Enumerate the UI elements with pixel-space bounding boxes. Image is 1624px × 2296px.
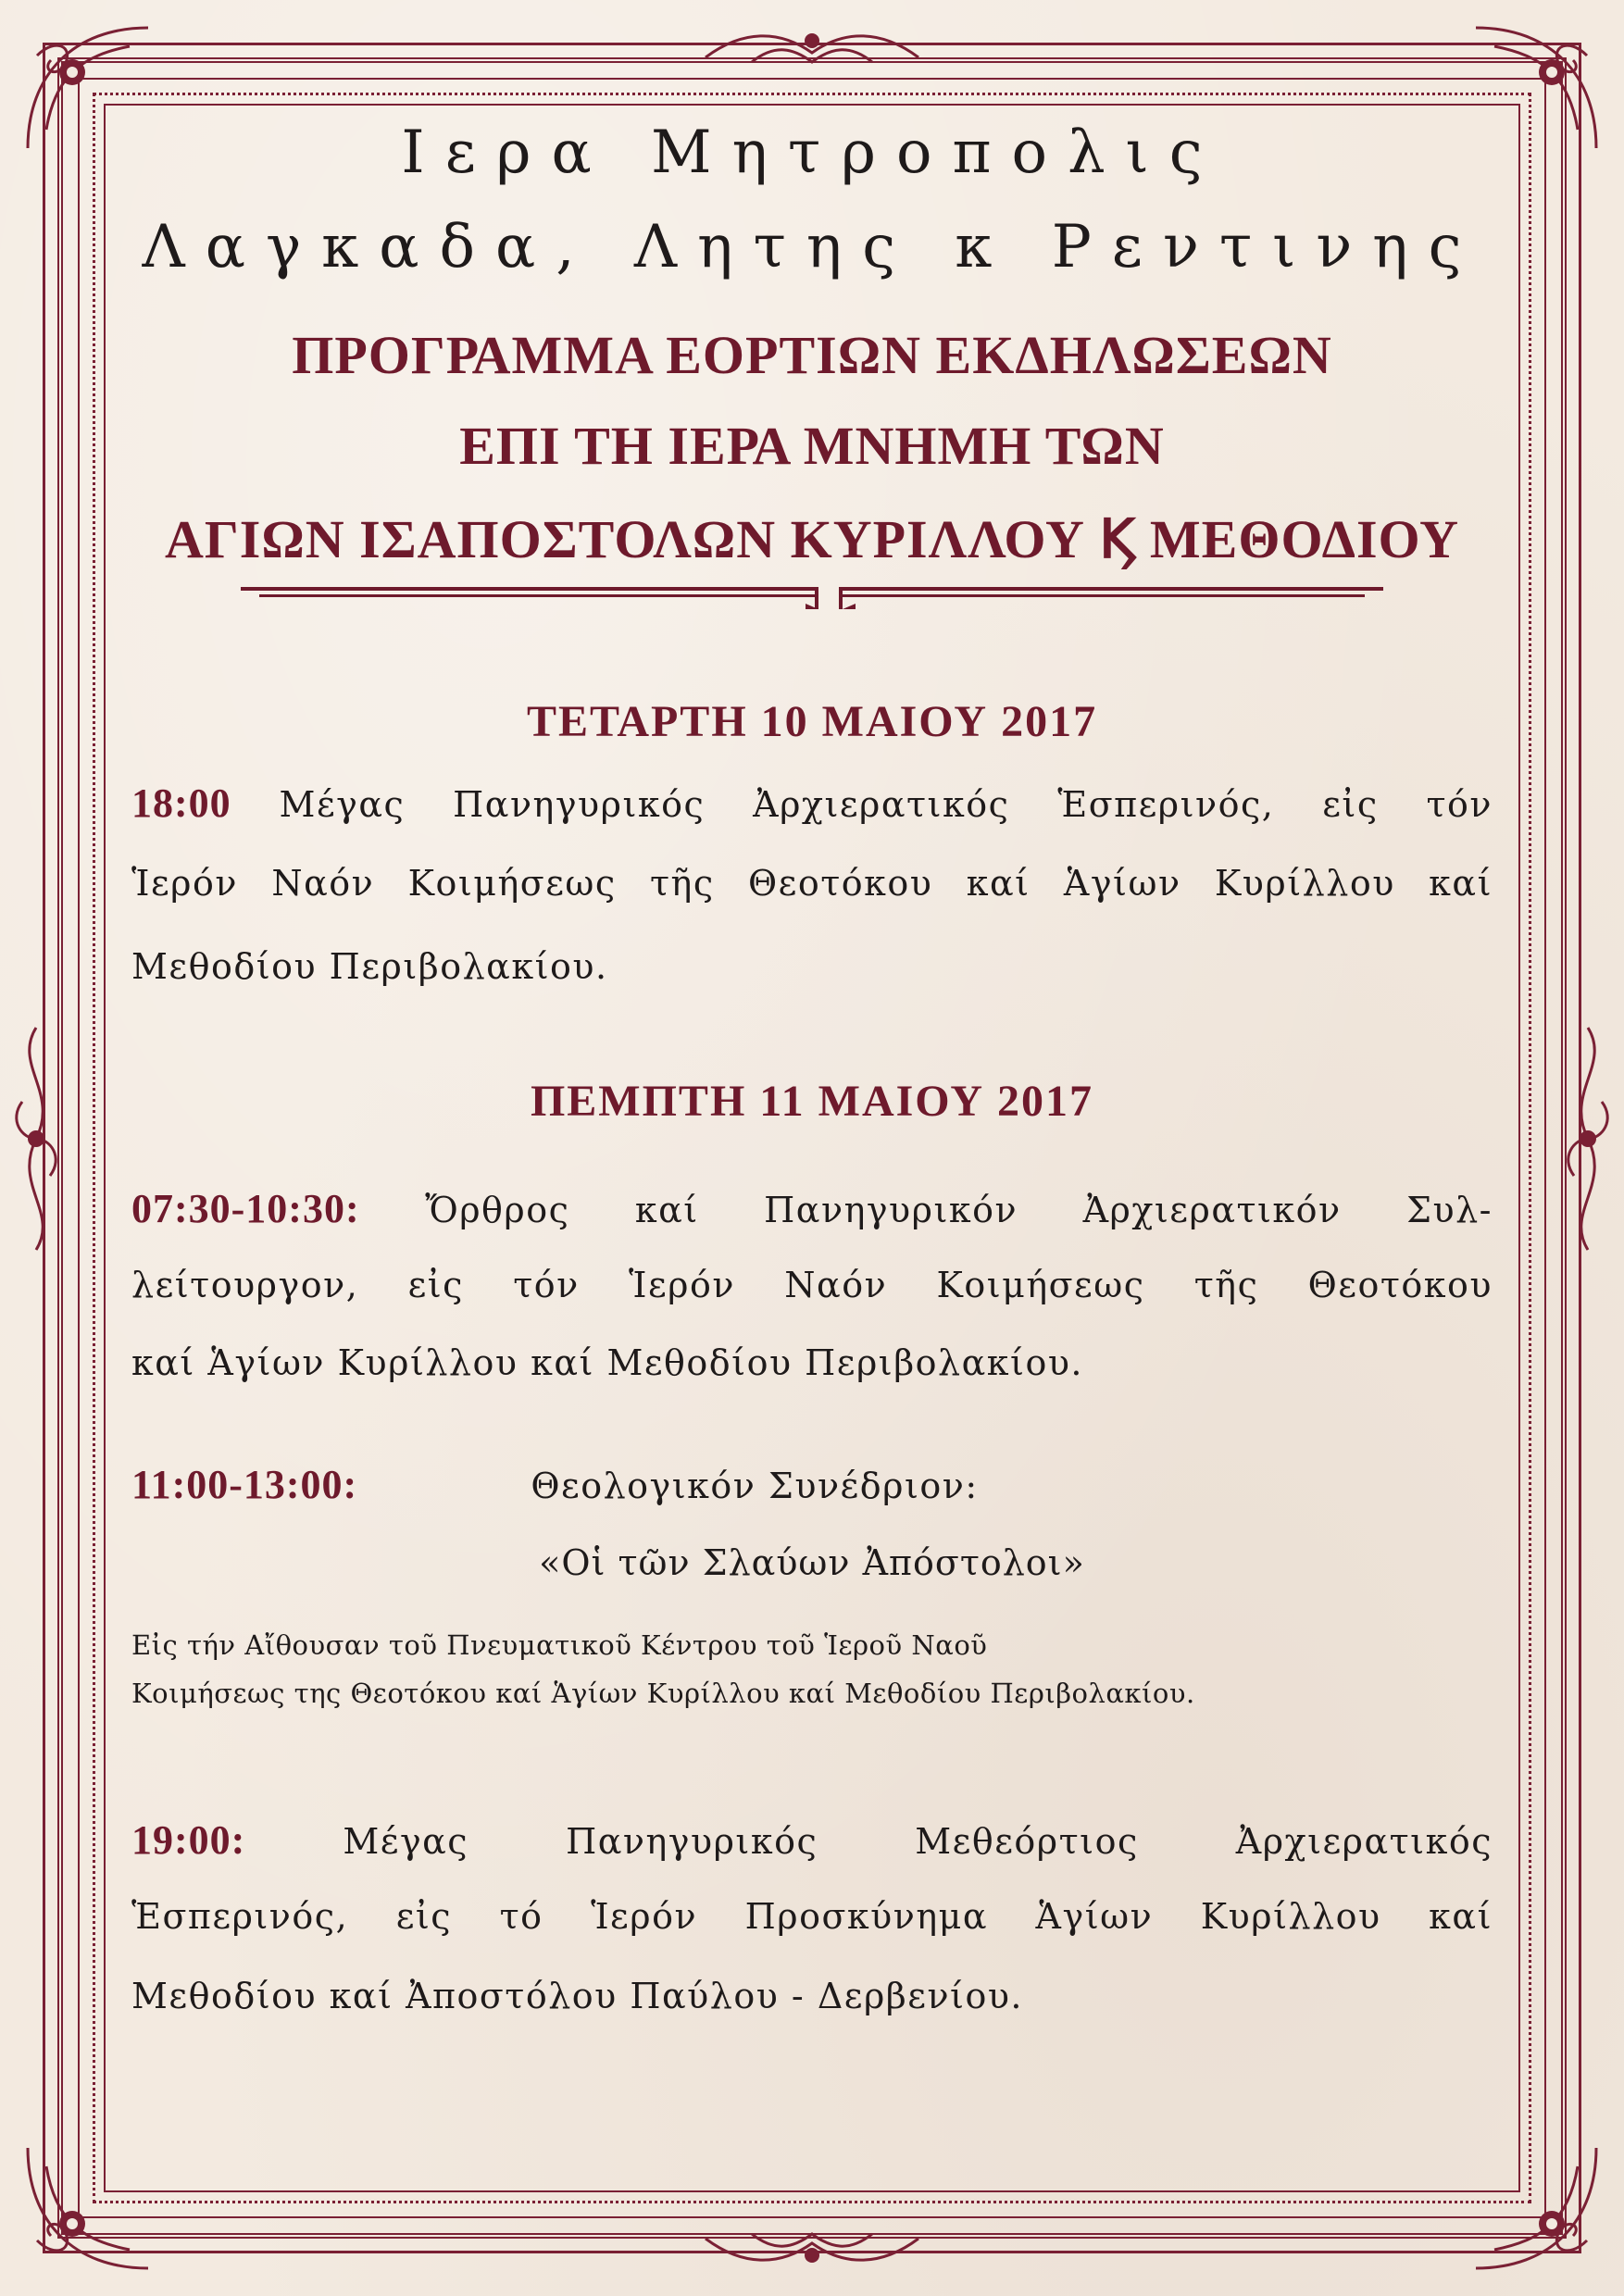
day2-event3-line1	[131, 1816, 1493, 1864]
day1-event1-text1: Μέγας Πανηγυρικός Ἀρχιερατικός Ἑσπερινός, εἰς τόν	[279, 784, 1493, 825]
corner-ornament-bottom-left	[19, 2139, 157, 2277]
day1-date: ΤΕΤΑΡΤΗ 10 ΜΑΙΟΥ 2017	[526, 697, 1098, 746]
day2-event1-line3: καί Ἁγίων Κυρίλλου καί Μεθοδίου Περιβολακίου.	[131, 1342, 1084, 1383]
program-heading-line1: ΠΡΟΓΡΑΜΜΑ ΕΟΡΤΙΩΝ ΕΚΔΗΛΩΣΕΩΝ	[292, 325, 1332, 385]
day2-date: ΠΕΜΠΤΗ 11 ΜΑΙΟΥ 2017	[530, 1077, 1094, 1126]
day2-event3-text1: Μέγας Πανηγυρικός Μεθεόρτιος Ἀρχιερατικός	[343, 1821, 1493, 1862]
left-side-ornament	[4, 1018, 69, 1259]
heading-divider	[231, 581, 1393, 615]
day2-event2-place-line1: Εἰς τήν Αἴθουσαν τοῦ Πνευματικοῦ Κέντρου τοῦ Ἱεροῦ Ναοῦ	[131, 1629, 988, 1661]
day1-event1-line2: Ἱερόν Ναόν Κοιμήσεως τῆς Θεοτόκου καί Ἁγίων Κυρίλλου καί	[131, 863, 1493, 904]
day1-event1-time: 18:00	[131, 780, 231, 826]
day2-event2-subtitle: «Οἱ τῶν Σλαύων Ἀπόστολοι»	[539, 1542, 1085, 1583]
day2-event2-line1	[131, 1461, 1493, 1508]
day2-event1-text1: Ὄρθρος καί Πανηγυρικόν Ἀρχιερατικόν Συλ-	[425, 1190, 1493, 1230]
right-side-ornament	[1555, 1018, 1620, 1259]
program-heading-line2: ΕΠΙ ΤΗ ΙΕΡΑ ΜΝΗΜΗ ΤΩΝ	[459, 416, 1165, 476]
top-center-ornament	[696, 20, 928, 76]
day2-event2-time: 11:00-13:00:	[131, 1462, 358, 1507]
metropolis-title-line1: Ιερα Μητροπολις	[401, 119, 1223, 187]
corner-ornament-bottom-right	[1467, 2139, 1605, 2277]
day2-event1-line1	[131, 1185, 1493, 1232]
day2-event3-line2: Ἑσπερινός, εἰς τό Ἱερόν Προσκύνημα Ἁγίων Κυρίλλου καί	[131, 1896, 1493, 1937]
day2-event3-line3: Μεθοδίου καί Ἀποστόλου Παύλου - Δερβενίου.	[131, 1976, 1023, 2016]
program-heading-line3: ΑΓΙΩΝ ΙΣΑΠΟΣΤΟΛΩΝ ΚΥΡΙΛΛΟΥ Ϗ ΜΕΘΟΔΙΟΥ	[164, 509, 1460, 569]
day1-event1-line3: Μεθοδίου Περιβολακίου.	[131, 946, 608, 987]
day2-event3-time: 19:00:	[131, 1817, 246, 1863]
metropolis-title-line2: Λαγκαδα, Λητης κ Ρεντινης	[142, 213, 1482, 281]
day2-event1-time: 07:30-10:30:	[131, 1186, 360, 1231]
day1-event1-line1	[131, 780, 1493, 827]
bottom-center-ornament	[696, 2220, 928, 2276]
day2-event2-place-line2: Κοιμήσεως της Θεοτόκου καί Ἁγίων Κυρίλλου καί Μεθοδίου Περιβολακίου.	[131, 1678, 1195, 1709]
day2-event1-line2: λείτουργον, εἰς τόν Ἱερόν Ναόν Κοιμήσεως τῆς Θεοτόκου	[131, 1265, 1493, 1305]
day2-event2-title: Θεολογικόν Συνέδριον:	[531, 1466, 979, 1506]
